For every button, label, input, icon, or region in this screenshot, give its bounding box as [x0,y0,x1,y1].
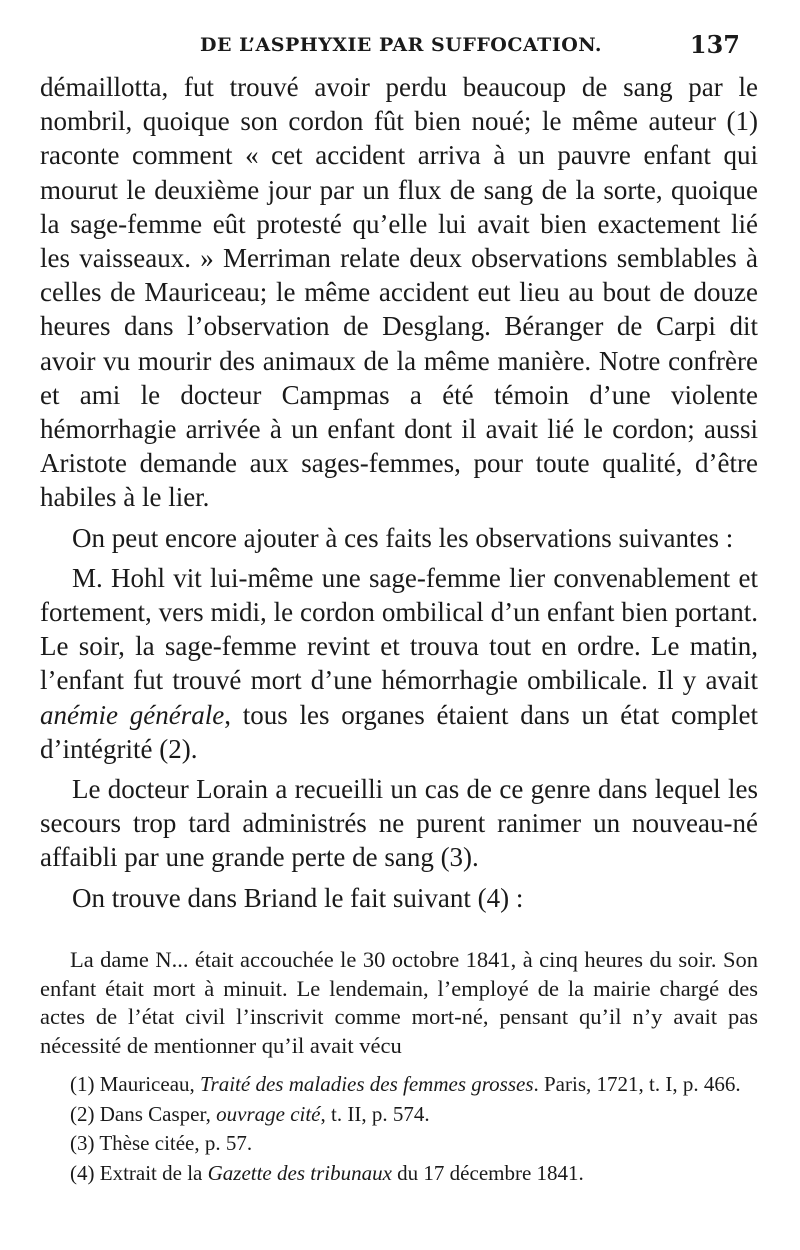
paragraph-lorain: Le docteur Lorain a recueilli un cas de ce genre dans lequel les secours trop tard administrés ne purent ranimer un nouveau-né affaibli par une grande perte de sang (3). [40,774,758,873]
paragraph-hohl-text-end: , tous les organes étaient dans un état complet d’intégrité (2). [40,699,758,764]
running-header [200,30,740,64]
footnote-4-ref: du 17 décembre 1841. [391,1160,584,1185]
footnote-2 [40,1100,760,1130]
footnote-2-text: (2) Dans Casper, [70,1101,217,1126]
paragraph-intro-observations: On peut encore ajouter à ces faits les observations suivantes : [72,522,734,553]
paragraph-hohl-text: M. Hohl vit lui-même une sage-femme lier convenablement et fortement, vers midi, le cordon ombilical d’un enfant bien portant. Le soir, la sage-femme revint et trouva tout en ordre. Le matin, l’enfant fut trouvé mort d’une hémorrhagie ombilicale. Il y avait [40,562,758,696]
main-text [40,70,758,915]
emphasis-anemie: anémie générale [40,699,225,730]
paragraph-briand: On trouve dans Briand le fait suivant (4) : [72,882,524,913]
footnote-4-text: (4) Extrait de la [70,1160,208,1185]
footnote-1-ref: . Paris, 1721, t. I, p. 466. [533,1072,741,1096]
footnote-1 [40,1070,760,1100]
page-number: 137 [689,30,740,59]
footnote-1-title: Traité des maladies des femmes grosses [200,1072,534,1096]
footnote-1-text: (1) Mauriceau, [70,1072,201,1096]
quoted-case: La dame N... était accouchée le 30 octobre 1841, à cinq heures du soir. Son enfant était mort à minuit. Le lendemain, l’employé de la mairie chargé des actes de l’état civil l’inscrivit comme mort-né, pensant qu’il n’y avait pas nécessité de mentionner qu’il avait vécu [40,947,758,1058]
paragraph-hohl [40,561,758,766]
running-title: DE L’ASPHYXIE PAR SUFFOCATION. [200,34,603,56]
footnotes [40,1070,760,1188]
footnote-4 [40,1159,760,1189]
paragraph-continued: démaillotta, fut trouvé avoir perdu beaucoup de sang par le nombril, quoique son cordon fût bien noué; le même auteur (1) raconte comment « cet accident arriva à un pauvre enfant qui mourut le deuxième jour par un flux de sang de la sorte, quoique la sage-femme eût protesté qu’elle lui avait bien exactement lié les vaisseaux. » Merriman relate deux observations semblables à celles de Mauriceau; le même accident eut lieu au bout de douze heures dans l’observation de Desglang. Béranger de Carpi dit avoir vu mourir des animaux de la même manière. Notre confrère et ami le docteur Campmas a été témoin d’une violente hémorrhagie arrivée à un enfant dont il avait lié le cordon; aussi Aristote demande aux sages-femmes, pour toute qualité, d’être habiles à le lier. [40,72,758,513]
footnote-2-ref: , t. II, p. 574. [320,1101,430,1126]
footnote-3: (3) Thèse citée, p. 57. [70,1131,253,1155]
footnote-4-title: Gazette des tribunaux [207,1160,392,1185]
footnote-2-title: ouvrage cité [216,1101,321,1126]
